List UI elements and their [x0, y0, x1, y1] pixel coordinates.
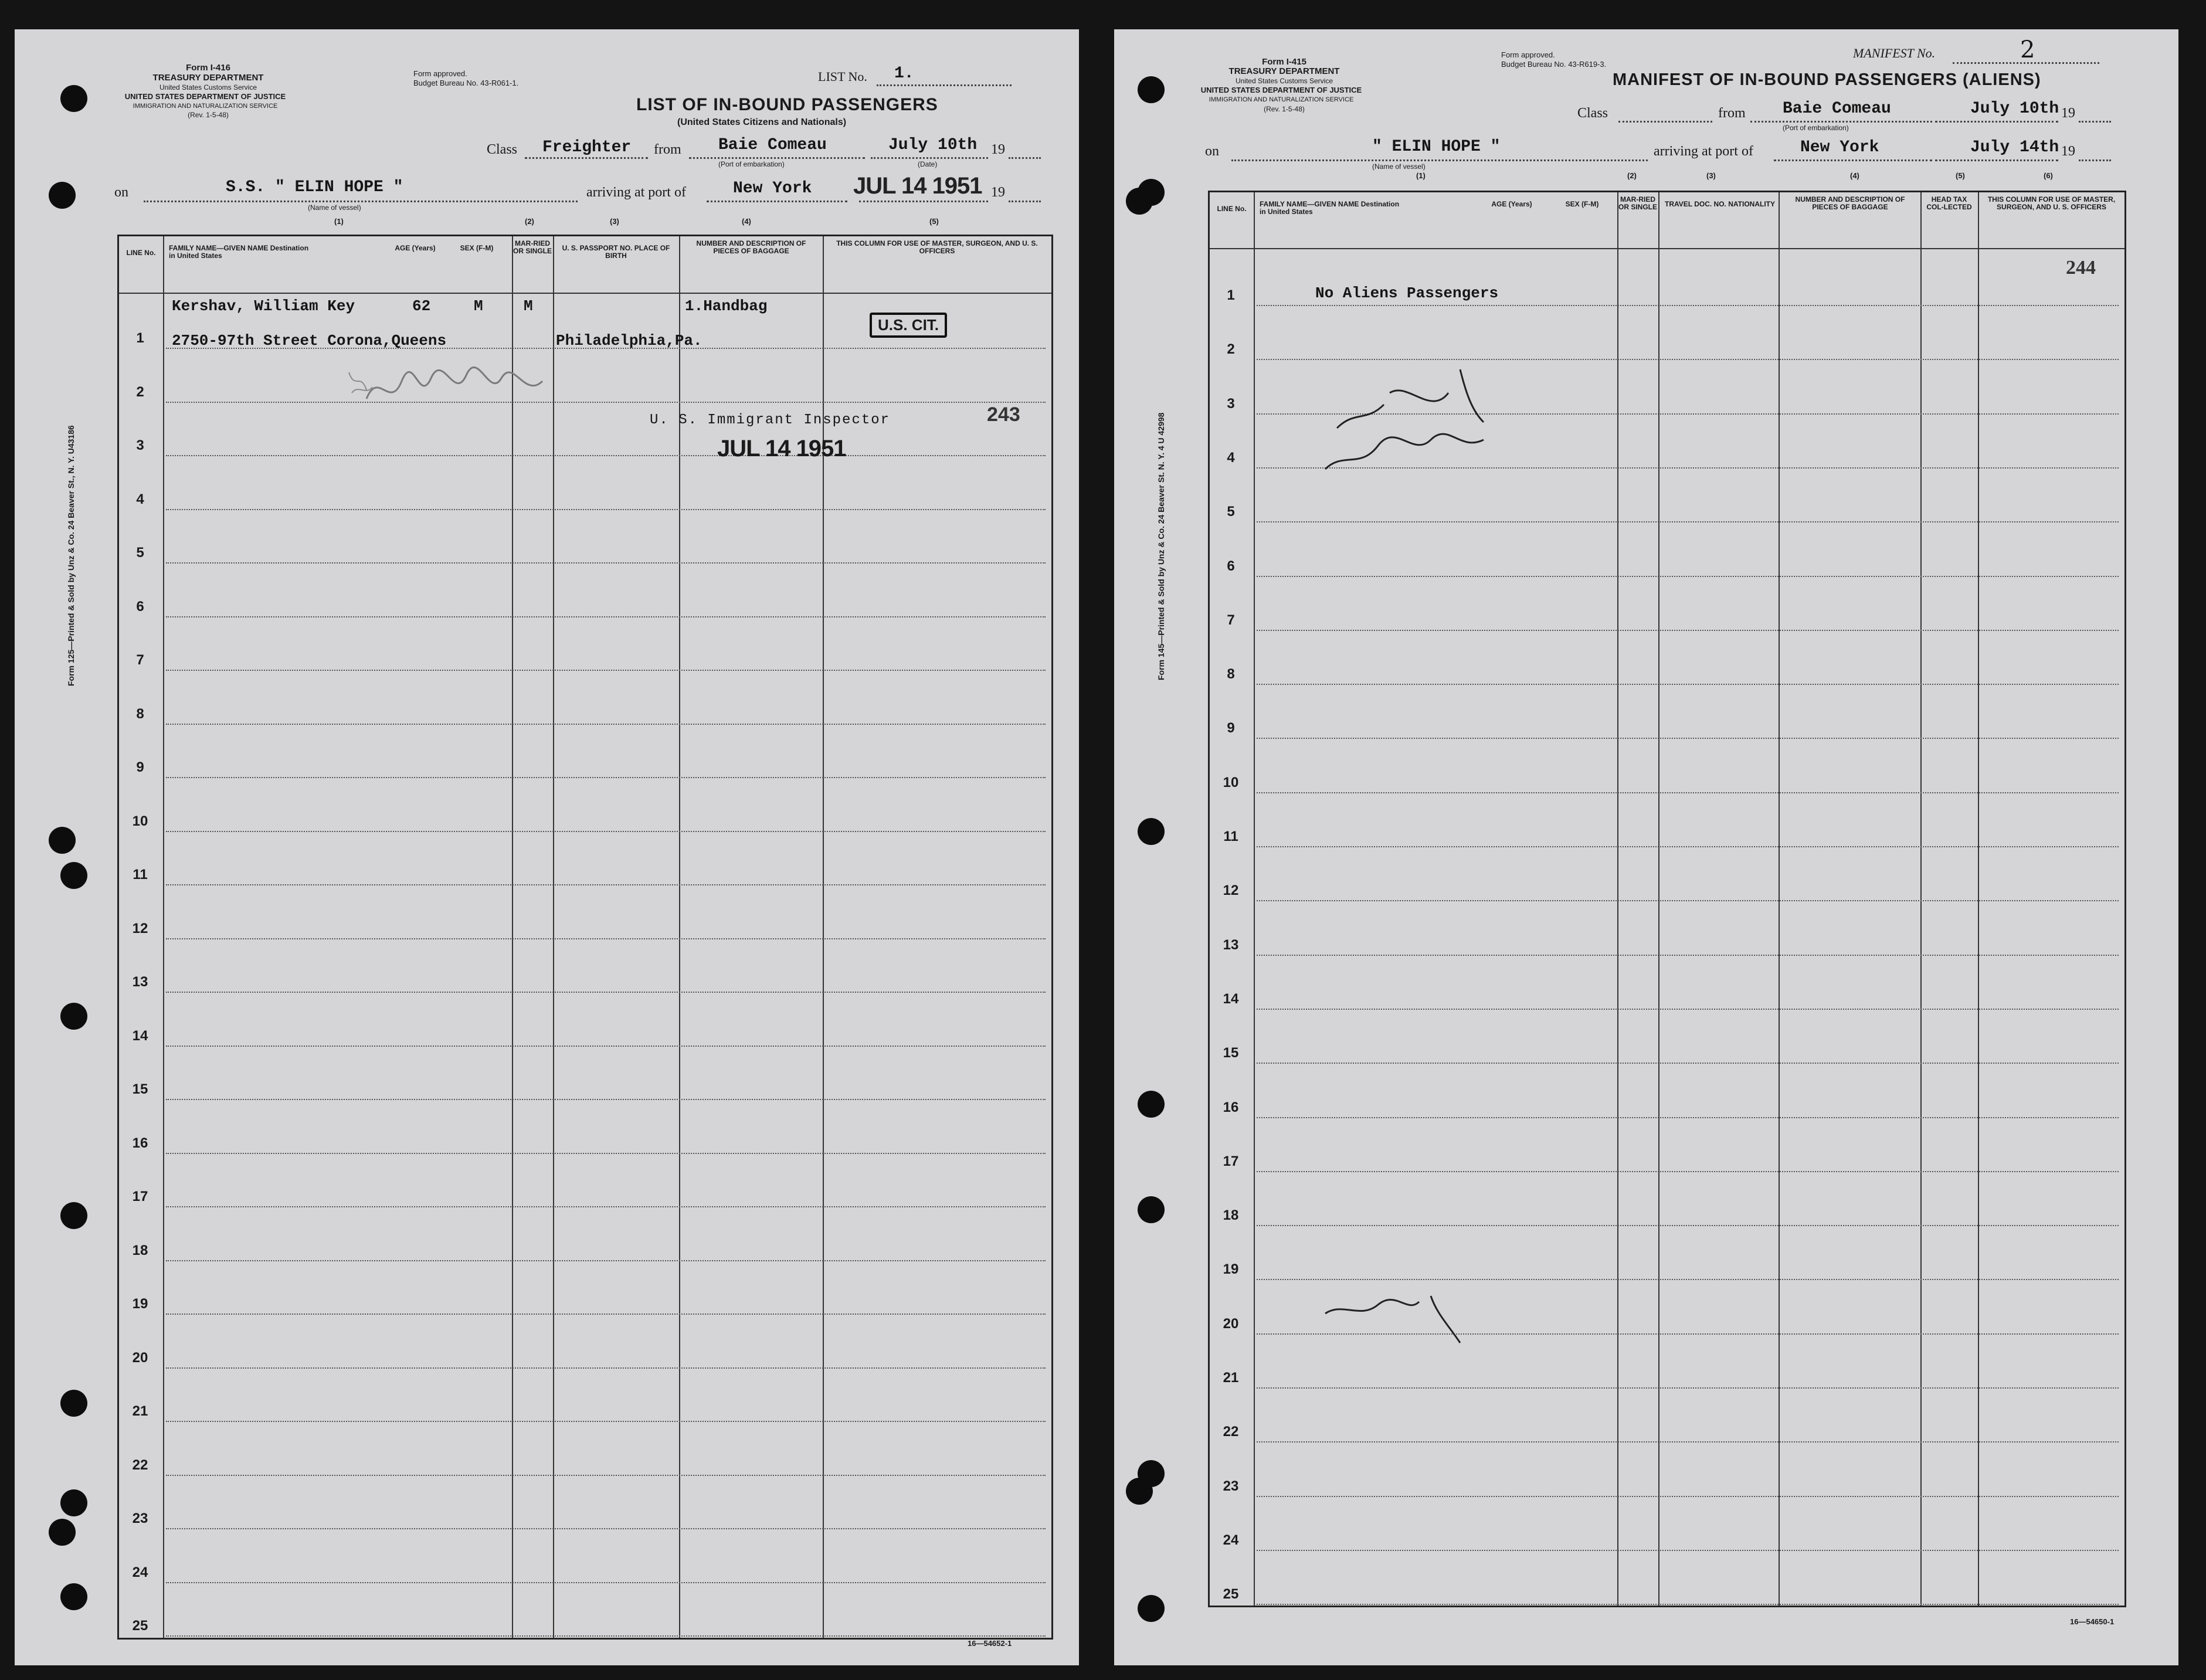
row-rule	[166, 938, 1046, 939]
row-number: 3	[136, 437, 144, 453]
col-rule	[679, 236, 680, 1638]
row-number: 13	[1223, 936, 1239, 953]
embark-caption: (Port of embarkation)	[718, 160, 785, 168]
list-citizens-page	[15, 29, 1079, 1665]
row-rule	[166, 724, 1046, 725]
row-rule	[1257, 792, 2119, 793]
row-rule	[166, 1421, 1046, 1422]
ins-name: IMMIGRATION AND NATURALIZATION SERVICE	[133, 103, 278, 110]
row-rule	[166, 1206, 1046, 1207]
row-rule	[166, 884, 1046, 885]
col-age-header: AGE (Years)	[1491, 200, 1532, 208]
col-rule	[1617, 192, 1618, 1606]
header-rule	[1210, 248, 2124, 249]
row-rule	[1257, 1387, 2119, 1389]
row-number: 20	[132, 1349, 148, 1366]
page-title: MANIFEST OF IN-BOUND PASSENGERS (ALIENS)	[1613, 70, 2041, 89]
row-number: 19	[1223, 1261, 1239, 1278]
row-number: 12	[1223, 883, 1239, 899]
inspector-label: U. S. Immigrant Inspector	[650, 412, 891, 428]
row-rule	[166, 1314, 1046, 1315]
row-rule	[1257, 900, 2119, 901]
punch-hole	[60, 1489, 87, 1516]
from-value: Baie Comeau	[718, 136, 827, 154]
row-number: 15	[132, 1081, 148, 1097]
on-label: on	[114, 185, 128, 200]
justice-name: UNITED STATES DEPARTMENT OF JUSTICE	[1200, 86, 1362, 94]
punch-hole	[60, 1583, 87, 1610]
budget-note: Budget Bureau No. 43-R061-1.	[413, 79, 519, 87]
row-number: 25	[1223, 1586, 1239, 1603]
class-value: Freighter	[542, 138, 632, 157]
header-rule	[119, 293, 1051, 294]
row-rule	[1257, 738, 2119, 739]
fill-line	[1009, 157, 1041, 159]
col-name-header: FAMILY NAME—GIVEN NAME Destination in United States	[169, 244, 309, 260]
row-rule	[1257, 1063, 2119, 1064]
row-number: 5	[136, 545, 144, 561]
fill-line	[2079, 121, 2111, 123]
col-num: (1)	[334, 217, 344, 226]
manifest-no-value: 2	[2020, 36, 2035, 63]
row-number: 5	[1227, 504, 1235, 520]
fill-line	[707, 201, 847, 202]
customs-name: United States Customs Service	[159, 83, 257, 91]
year-prefix: 19	[2061, 106, 2075, 121]
approved-note: Form approved.	[1501, 50, 1555, 59]
from-label: from	[654, 142, 681, 157]
col-num: (4)	[742, 217, 751, 226]
row-number: 25	[132, 1618, 148, 1634]
ins-name: IMMIGRATION AND NATURALIZATION SERVICE	[1209, 96, 1354, 103]
col-rule	[1978, 192, 1979, 1606]
list-no-value: 1.	[894, 65, 914, 83]
fill-line	[689, 157, 865, 159]
row-number: 12	[132, 920, 148, 936]
handwritten-signature	[355, 358, 554, 422]
punch-hole	[60, 862, 87, 889]
fill-line	[859, 201, 988, 202]
row-rule	[166, 509, 1046, 510]
fill-line	[1618, 121, 1712, 123]
row-number: 16	[132, 1135, 148, 1151]
punch-hole	[60, 1390, 87, 1417]
row-number: 23	[1223, 1478, 1239, 1494]
vessel-caption: (Name of vessel)	[308, 203, 361, 212]
printer-imprint: Form 145—Printed & Sold by Unz & Co. 24 Beaver St. N. Y. 4 U 42998	[1156, 412, 1166, 680]
row-number: 14	[1223, 990, 1239, 1007]
row-number: 21	[132, 1403, 148, 1419]
vessel-caption: (Name of vessel)	[1372, 162, 1426, 171]
year-prefix: 19	[991, 142, 1005, 157]
entry-birthplace: Philadelphia,Pa.	[556, 332, 702, 349]
row-number: 2	[136, 383, 144, 400]
row-rule	[166, 1635, 1046, 1637]
stamp-number: 243	[987, 403, 1020, 426]
row-rule	[166, 616, 1046, 617]
row-rule	[1257, 1604, 2119, 1605]
entry-married: M	[524, 297, 533, 315]
row-rule	[1257, 1550, 2119, 1551]
col-rule	[163, 236, 164, 1638]
class-label: Class	[1577, 106, 1608, 121]
col-num: (6)	[2044, 171, 2053, 180]
row-rule	[1257, 576, 2119, 577]
col-headtax-header: HEAD TAX COL-LECTED	[1926, 195, 1972, 211]
row-rule	[1257, 1225, 2119, 1226]
row-number: 7	[136, 652, 144, 668]
fill-line	[144, 201, 578, 202]
row-rule	[1257, 630, 2119, 631]
entry-destination: 2750-97th Street Corona,Queens	[172, 332, 447, 349]
col-passport-header: U. S. PASSPORT NO. PLACE OF BIRTH	[562, 244, 670, 260]
punch-hole	[60, 1202, 87, 1229]
manifest-aliens-page	[1114, 29, 2178, 1665]
dept-name: TREASURY DEPARTMENT	[152, 73, 264, 83]
col-num: (2)	[525, 217, 534, 226]
handwritten-signature	[1314, 358, 1513, 487]
row-rule	[1257, 521, 2119, 522]
col-rule	[512, 236, 513, 1638]
row-number: 24	[1223, 1532, 1239, 1548]
fill-line	[877, 84, 1012, 86]
row-number: 17	[132, 1189, 148, 1204]
fill-line	[1231, 159, 1648, 161]
col-age-header: AGE (Years)	[395, 244, 436, 252]
row-number: 14	[132, 1027, 148, 1044]
col-married-header: MAR-RIED OR SINGLE	[1618, 195, 1658, 211]
col-num: (3)	[610, 217, 619, 226]
punch-hole	[60, 1003, 87, 1030]
punch-hole	[49, 1519, 76, 1546]
col-rule	[1254, 192, 1255, 1606]
row-rule	[166, 1582, 1046, 1583]
row-number: 4	[1227, 449, 1235, 466]
col-name-header: FAMILY NAME—GIVEN NAME Destination in United States	[1260, 200, 1400, 216]
budget-note: Budget Bureau No. 43-R619-3.	[1501, 60, 1607, 69]
entry-name: Kershav, William Key	[172, 297, 355, 315]
fill-line	[1750, 121, 1932, 123]
entry-sex: M	[474, 297, 483, 315]
from-label: from	[1718, 106, 1746, 121]
col-rule	[553, 236, 554, 1638]
vessel-value: " ELIN HOPE "	[1372, 138, 1501, 156]
row-number: 22	[132, 1457, 148, 1473]
col-rule	[1779, 192, 1780, 1606]
row-rule	[166, 777, 1046, 778]
inspector-date-stamp: JUL 14 1951	[717, 436, 846, 461]
row-number: 17	[1223, 1153, 1239, 1169]
col-line-header: LINE No.	[1217, 205, 1247, 213]
row-rule	[166, 831, 1046, 832]
row-rule	[166, 1367, 1046, 1369]
arrival-date: July 14th	[1970, 138, 2059, 157]
customs-name: United States Customs Service	[1235, 77, 1333, 85]
date-caption: (Date)	[918, 160, 938, 168]
punch-hole	[60, 85, 87, 112]
row-number: 23	[132, 1511, 148, 1526]
class-label: Class	[487, 142, 518, 157]
row-rule	[166, 1099, 1046, 1100]
row-number: 11	[1223, 829, 1238, 844]
manifest-no-label: MANIFEST No.	[1853, 46, 1936, 60]
row-number: 16	[1223, 1099, 1239, 1115]
row-number: 22	[1223, 1424, 1239, 1440]
col-sex-header: SEX (F-M)	[460, 244, 494, 252]
col-baggage-header: NUMBER AND DESCRIPTION OF PIECES OF BAGGAGE	[1795, 195, 1905, 211]
col-rule	[1920, 192, 1922, 1606]
row-rule	[1257, 846, 2119, 847]
row-number: 13	[132, 974, 148, 990]
col-travel-header: TRAVEL DOC. NO. NATIONALITY	[1665, 200, 1775, 208]
row-rule	[1257, 305, 2119, 306]
col-baggage-header: NUMBER AND DESCRIPTION OF PIECES OF BAGGAGE	[696, 239, 806, 255]
approved-note: Form approved.	[413, 69, 467, 78]
row-number: 1	[136, 330, 144, 346]
row-number: 3	[1227, 395, 1235, 412]
footer-code: 16—54652-1	[968, 1639, 1012, 1648]
fill-line	[2079, 159, 2111, 161]
row-rule	[166, 402, 1046, 403]
row-rule	[1257, 955, 2119, 956]
revision: (Rev. 1-5-48)	[1264, 105, 1305, 113]
fill-line	[1953, 62, 2099, 64]
revision: (Rev. 1-5-48)	[188, 111, 229, 119]
row-rule	[166, 562, 1046, 564]
row-rule	[1257, 1441, 2119, 1443]
entry-age: 62	[412, 297, 431, 315]
row-rule	[166, 1046, 1046, 1047]
date-value: July 10th	[888, 136, 978, 154]
entry-text: No Aliens Passengers	[1315, 284, 1499, 302]
col-married-header: MAR-RIED OR SINGLE	[513, 239, 552, 255]
row-rule	[1257, 1009, 2119, 1010]
row-rule	[166, 992, 1046, 993]
row-number: 7	[1227, 612, 1235, 628]
dept-name: TREASURY DEPARTMENT	[1228, 66, 1340, 76]
row-number: 11	[133, 867, 148, 883]
page-subtitle: (United States Citizens and Nationals)	[677, 117, 847, 127]
arrival-port: New York	[733, 179, 812, 198]
row-number: 6	[1227, 558, 1235, 574]
handwritten-initials	[343, 366, 378, 402]
footer-code: 16—54650-1	[2070, 1617, 2115, 1626]
punch-hole	[1126, 188, 1153, 215]
row-number: 20	[1223, 1315, 1239, 1332]
punch-hole	[1138, 1196, 1165, 1223]
col-num: (4)	[1850, 171, 1859, 180]
printer-imprint: Form 125—Printed & Sold by Unz & Co. 24 Beaver St., N. Y. U43186	[66, 425, 76, 686]
col-officers-header: THIS COLUMN FOR USE OF MASTER, SURGEON, AND U. S. OFFICERS	[836, 239, 1038, 255]
arrival-port: New York	[1800, 138, 1879, 157]
row-rule	[1257, 1171, 2119, 1172]
row-rule	[166, 1475, 1046, 1476]
on-label: on	[1205, 144, 1219, 159]
row-number: 18	[132, 1242, 148, 1258]
punch-hole	[1126, 1478, 1153, 1505]
col-num: (2)	[1627, 171, 1637, 180]
row-rule	[166, 1153, 1046, 1154]
from-value: Baie Comeau	[1783, 100, 1891, 118]
punch-hole	[49, 827, 76, 854]
entry-baggage: 1.Handbag	[685, 297, 768, 315]
fill-line	[1935, 121, 2058, 123]
row-number: 15	[1223, 1045, 1239, 1061]
row-rule	[1257, 684, 2119, 685]
row-number: 6	[136, 598, 144, 615]
row-number: 9	[136, 759, 144, 775]
row-number: 4	[136, 491, 144, 507]
fill-line	[1935, 159, 2058, 161]
row-rule	[1257, 1496, 2119, 1497]
punch-hole	[1138, 818, 1165, 845]
col-sex-header: SEX (F-M)	[1565, 200, 1599, 208]
row-number: 2	[1227, 341, 1235, 358]
arriving-label: arriving at port of	[586, 185, 686, 200]
us-citizen-stamp: U.S. CIT.	[870, 313, 947, 338]
page-title: LIST OF IN-BOUND PASSENGERS	[636, 95, 938, 114]
col-officers-header: THIS COLUMN FOR USE OF MASTER, SURGEON, AND U. S. OFFICERS	[1987, 195, 2116, 211]
row-number: 18	[1223, 1207, 1239, 1224]
arrival-date-stamp: JUL 14 1951	[853, 173, 982, 199]
row-number: 9	[1227, 720, 1235, 737]
row-number: 24	[132, 1564, 148, 1580]
justice-name: UNITED STATES DEPARTMENT OF JUSTICE	[124, 92, 286, 101]
form-id: Form I-416	[186, 63, 230, 73]
form-id: Form I-415	[1262, 57, 1306, 67]
punch-hole	[1138, 1595, 1165, 1622]
vessel-value: S.S. " ELIN HOPE "	[226, 178, 403, 196]
punch-hole	[49, 182, 76, 209]
row-rule	[1257, 1117, 2119, 1118]
row-rule	[166, 1260, 1046, 1261]
col-num: (5)	[1956, 171, 1965, 180]
arrival-year: 19	[2061, 144, 2075, 159]
row-rule	[166, 670, 1046, 671]
list-no-label: LIST No.	[818, 69, 867, 84]
row-number: 10	[132, 813, 148, 829]
row-number: 21	[1223, 1370, 1239, 1386]
arrival-year: 19	[991, 185, 1005, 200]
row-number: 1	[1227, 287, 1235, 303]
date-value: July 10th	[1970, 100, 2059, 118]
fill-line	[871, 157, 988, 159]
handwritten-signature	[1319, 1278, 1495, 1360]
punch-hole	[1138, 1091, 1165, 1118]
punch-hole	[1138, 76, 1165, 103]
row-rule	[166, 1528, 1046, 1529]
col-num: (3)	[1706, 171, 1716, 180]
row-number: 10	[1223, 774, 1239, 790]
passenger-table	[117, 235, 1053, 1640]
arriving-label: arriving at port of	[1654, 144, 1753, 159]
embark-caption: (Port of embarkation)	[1783, 124, 1849, 132]
fill-line	[1009, 201, 1041, 202]
row-number: 8	[1227, 666, 1235, 683]
row-rule	[166, 455, 1046, 456]
stamp-number: 244	[2066, 257, 2096, 279]
row-number: 8	[136, 705, 144, 722]
fill-line	[1774, 159, 1932, 161]
col-num: (5)	[929, 217, 939, 226]
col-rule	[1658, 192, 1659, 1606]
col-line-header: LINE No.	[126, 249, 156, 257]
col-num: (1)	[1416, 171, 1426, 180]
row-number: 19	[132, 1296, 148, 1312]
fill-line	[525, 157, 648, 159]
